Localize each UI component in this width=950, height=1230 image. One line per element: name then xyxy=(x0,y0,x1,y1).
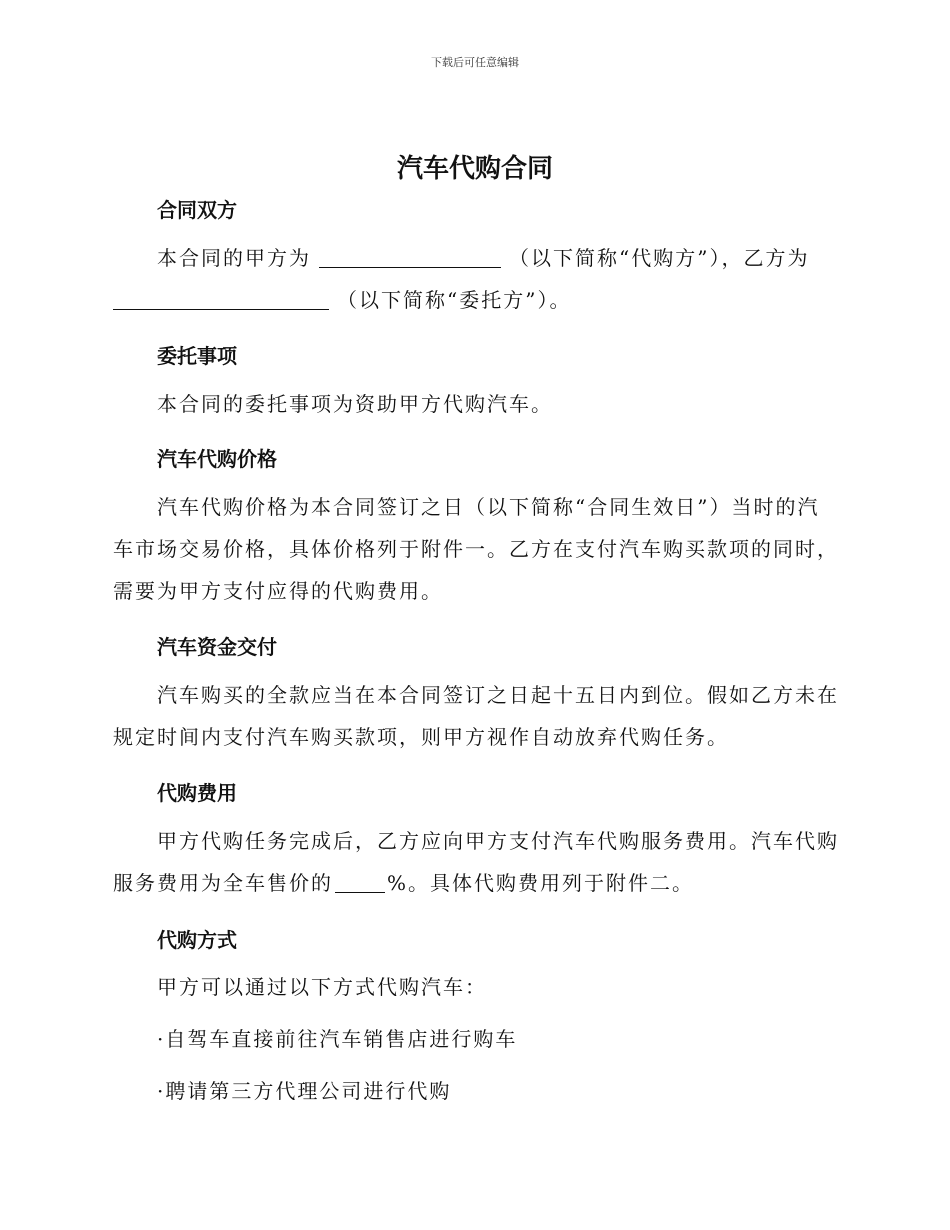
section-heading-matter: 委托事项 xyxy=(157,344,237,368)
method-list-item xyxy=(113,1070,833,1112)
parties-text-a: 本合同的甲方为 xyxy=(157,246,311,270)
price-line: 需要为甲方支付应得的代购费用。 xyxy=(113,579,443,603)
method-intro-line: 甲方可以通过以下方式代购汽车： xyxy=(157,975,487,999)
fee-text-b: %。具体代购费用列于附件二。 xyxy=(387,871,695,895)
fee-text-a: 服务费用为全车售价的 xyxy=(113,871,333,895)
party-b-blank xyxy=(113,291,329,310)
section-heading-fee: 代购费用 xyxy=(157,781,237,805)
section-heading-parties: 合同双方 xyxy=(157,198,237,222)
parties-text-c: （以下简称“委托方”）。 xyxy=(337,288,572,312)
fee-paragraph xyxy=(113,820,839,904)
method-item-1: ·自驾车直接前往汽车销售店进行购车 xyxy=(157,1027,518,1051)
fee-percent-blank xyxy=(335,874,385,893)
parties-line-1 xyxy=(113,237,833,279)
page-header: 下载后可任意编辑 xyxy=(431,56,519,69)
party-a-blank xyxy=(319,249,501,268)
matter-paragraph xyxy=(113,383,833,425)
payment-line: 汽车购买的全款应当在本合同签订之日起十五日内到位。假如乙方未在 xyxy=(157,683,839,707)
price-line: 汽车代购价格为本合同签订之日（以下简称“合同生效日”）当时的汽 xyxy=(157,495,820,519)
fee-line-2 xyxy=(113,862,833,904)
parties-paragraph xyxy=(113,237,833,321)
document-title: 汽车代购合同 xyxy=(396,154,553,184)
payment-line: 规定时间内支付汽车购买款项，则甲方视作自动放弃代购任务。 xyxy=(113,725,729,749)
section-heading-payment: 汽车资金交付 xyxy=(157,635,277,659)
parties-text-b: （以下简称“代购方”），乙方为 xyxy=(509,246,810,270)
fee-line-1: 甲方代购任务完成后，乙方应向甲方支付汽车代购服务费用。汽车代购 xyxy=(157,829,839,853)
price-paragraph xyxy=(113,486,839,612)
section-heading-method: 代购方式 xyxy=(157,928,237,952)
matter-line: 本合同的委托事项为资助甲方代购汽车。 xyxy=(157,392,553,416)
parties-line-2 xyxy=(113,279,833,321)
payment-paragraph xyxy=(113,674,839,758)
method-item-2: ·聘请第三方代理公司进行代购 xyxy=(157,1079,452,1103)
price-line: 车市场交易价格，具体价格列于附件一。乙方在支付汽车购买款项的同时， xyxy=(113,537,839,561)
section-heading-price: 汽车代购价格 xyxy=(157,447,277,471)
method-intro xyxy=(113,966,833,1008)
method-list-item xyxy=(113,1018,833,1060)
